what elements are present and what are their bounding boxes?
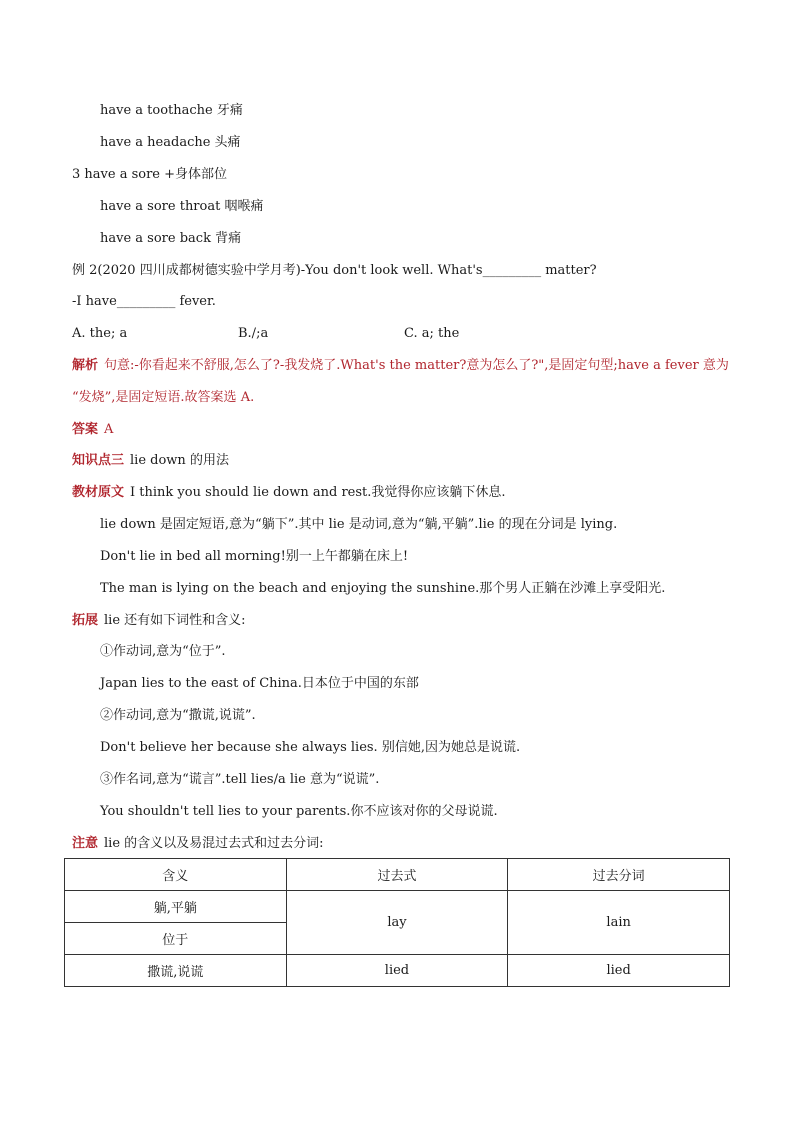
knowledge-point-text: lie down 的用法 — [130, 453, 229, 468]
answer-value: A — [104, 422, 114, 437]
text-line: Japan lies to the east of China.日本位于中国的东部 — [100, 676, 419, 691]
knowledge-point-label: 知识点三 — [72, 453, 125, 468]
example-answer-line: -I have_________ fever. — [72, 294, 216, 309]
text-line: Don't lie in bed all morning!别一上午都躺在床上! — [100, 549, 409, 564]
analysis-label: 解析 — [72, 358, 99, 373]
note-line — [72, 835, 324, 853]
extension-label: 拓展 — [72, 613, 99, 628]
header-past-tense: 过去式 — [286, 859, 508, 891]
header-past-participle: 过去分词 — [508, 859, 730, 891]
option-a: A. the; a — [72, 326, 128, 341]
text-line: The man is lying on the beach and enjoying the sunshine.那个男人正躺在沙滩上享受阳光. — [100, 581, 666, 596]
lie-forms-table — [64, 858, 730, 987]
text-line: ①作动词,意为“位于”. — [100, 644, 226, 659]
textbook-original-line — [72, 484, 506, 502]
cell-past-tense: lay — [286, 891, 508, 955]
text-line: have a toothache 牙痛 — [100, 103, 243, 118]
cell-past-participle: lied — [508, 955, 730, 987]
textbook-original-text: I think you should lie down and rest.我觉得你应该躺下休息. — [130, 485, 506, 500]
note-label: 注意 — [72, 836, 99, 851]
cell-meaning: 撒谎,说谎 — [65, 955, 287, 987]
extension-line — [72, 612, 246, 630]
cell-past-participle: lain — [508, 891, 730, 955]
extension-text: lie 还有如下词性和含义: — [104, 613, 246, 628]
option-b: B./;a — [238, 326, 269, 341]
text-line: have a headache 头痛 — [100, 135, 241, 150]
text-line: You shouldn't tell lies to your parents.你不应该对你的父母说谎. — [100, 804, 498, 819]
text-line: lie down 是固定短语,意为“躺下”.其中 lie 是动词,意为“躺,平躺”.lie 的现在分词是 lying. — [100, 517, 618, 532]
analysis-line-1 — [72, 357, 729, 375]
option-c: C. a; the — [404, 326, 460, 341]
text-line: ③作名词,意为“谎言”.tell lies/a lie 意为“说谎”. — [100, 772, 380, 787]
cell-past-tense: lied — [286, 955, 508, 987]
table-row — [65, 891, 730, 923]
text-line: have a sore throat 咽喉痛 — [100, 199, 264, 214]
cell-meaning: 位于 — [65, 923, 287, 955]
analysis-line-2: “发烧”,是固定短语.故答案选 A. — [72, 390, 255, 405]
example-question: 例 2(2020 四川成都树德实验中学月考)-You don't look well. What's_________ matter? — [72, 263, 597, 278]
text-line: Don't believe her because she always lies. 别信她,因为她总是说谎. — [100, 740, 521, 755]
answer-label: 答案 — [72, 422, 99, 437]
text-line: have a sore back 背痛 — [100, 231, 242, 246]
text-line: ②作动词,意为“撒谎,说谎”. — [100, 708, 256, 723]
text-line: 3 have a sore +身体部位 — [72, 167, 228, 182]
textbook-original-label: 教材原文 — [72, 485, 125, 500]
answer-line — [72, 421, 113, 439]
table-row — [65, 955, 730, 987]
note-text: lie 的含义以及易混过去式和过去分词: — [104, 836, 324, 851]
table-header-row — [65, 859, 730, 891]
cell-meaning: 躺,平躺 — [65, 891, 287, 923]
knowledge-point-heading — [72, 452, 229, 470]
header-meaning: 含义 — [65, 859, 287, 891]
analysis-text: 句意:-你看起来不舒服,怎么了?-我发烧了.What's the matter?意为怎么了?",是固定句型;have a fever 意为 — [104, 358, 729, 373]
